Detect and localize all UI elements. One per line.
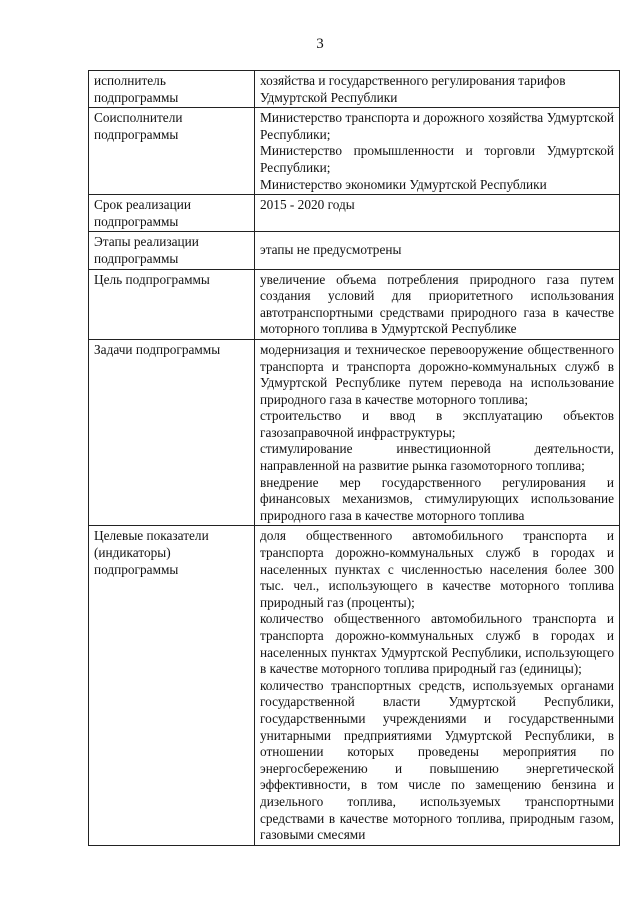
value-paragraph: Министерство промышленности и торговли Удмуртской Республики;: [260, 143, 614, 175]
row-value: [255, 269, 620, 339]
label-line: подпрограммы: [94, 89, 179, 105]
row-value: [255, 195, 620, 232]
table-row: [89, 108, 620, 195]
row-label: [89, 269, 255, 339]
value-paragraph: Министерство экономики Удмуртской Республики: [260, 176, 547, 192]
row-label: [89, 526, 255, 845]
label-line: подпрограммы: [94, 126, 179, 142]
value-paragraph: Министерство транспорта и дорожного хозяйства Удмуртской Республики;: [260, 110, 614, 142]
label-line: исполнитель: [94, 73, 166, 88]
label-line: подпрограммы: [94, 250, 179, 266]
row-label: [89, 71, 255, 108]
value-paragraph: увеличение объема потребления природного газа путем создания условий для приоритетного использования автотранспортными средствами природного газа в качестве моторного топлива в Удмуртской Республике: [260, 271, 614, 337]
row-label: [89, 108, 255, 195]
value-paragraph: строительство и ввод в эксплуатацию объектов газозаправочной инфраструктуры;: [260, 408, 614, 440]
row-value: [255, 71, 620, 108]
row-value: [255, 339, 620, 526]
table-row: [89, 339, 620, 526]
row-value: [255, 526, 620, 845]
label-line: Целевые показатели: [94, 528, 209, 544]
value-paragraph: стимулирование инвестиционной деятельности, направленной на развитие рынка газомоторного топлива;: [260, 441, 614, 474]
table-row: [89, 269, 620, 339]
value-paragraph: количество общественного автомобильного транспорта и транспорта дорожно-коммунальных служб в городах и населенных пунктах Удмуртской Республики, использующего в качестве моторного топлива природный газ (единицы);: [260, 611, 614, 677]
value-paragraph: доля общественного автомобильного транспорта и транспорта дорожно-коммунальных служб в городах и населенных пунктах с численностью населения более 300 тыс. чел., использующего в качестве моторного топлива природный газ (проценты);: [260, 528, 614, 610]
label-line: подпрограммы: [94, 561, 179, 577]
subprogram-passport-table: [88, 70, 620, 846]
value-paragraph: этапы не предусмотрены: [260, 242, 402, 258]
row-label: [89, 232, 255, 269]
label-line: подпрограммы: [94, 213, 179, 229]
label-line: Соисполнители: [94, 110, 183, 126]
row-value: [255, 108, 620, 195]
value-paragraph: модернизация и техническое перевооружение общественного транспорта и транспорта дорожно-коммунальных служб в Удмуртской Республике путем перевода на использование природного газа в качестве моторного топлива;: [260, 341, 614, 407]
row-label: [89, 195, 255, 232]
label-line: Срок реализации: [94, 197, 191, 213]
table-row: [89, 232, 620, 269]
table-row: [89, 526, 620, 845]
label-line: Этапы реализации: [94, 234, 199, 250]
label-line: (индикаторы): [94, 545, 171, 561]
page-number: 3: [316, 36, 324, 52]
label-line: Цель подпрограммы: [94, 271, 210, 287]
row-value: [255, 232, 620, 269]
value-line: Удмуртской Республики: [260, 89, 398, 105]
value-paragraph: внедрение мер государственного регулирования и финансовых механизмов, стимулирующих использование природного газа в качестве моторного топлива: [260, 474, 614, 523]
label-line: Задачи подпрограммы: [94, 341, 221, 357]
row-label: [89, 339, 255, 526]
value-paragraph: 2015 - 2020 годы: [260, 197, 355, 213]
table-row: [89, 71, 620, 108]
value-line: хозяйства и государственного регулирования тарифов: [260, 73, 566, 88]
table-row: [89, 195, 620, 232]
value-paragraph: количество транспортных средств, используемых органами государственной власти Удмуртской Республики, государственными учреждениями и государственными унитарными предприятиями Удмуртской Республики, в отношении которых проведены мероприятия по энергосбережению и повышению энергетической эффективности, в том числе по замещению бензина и дизельного топлива, используемых транспортными средствами в качестве моторного топлива, природным газом, газовыми смесями: [260, 677, 614, 843]
